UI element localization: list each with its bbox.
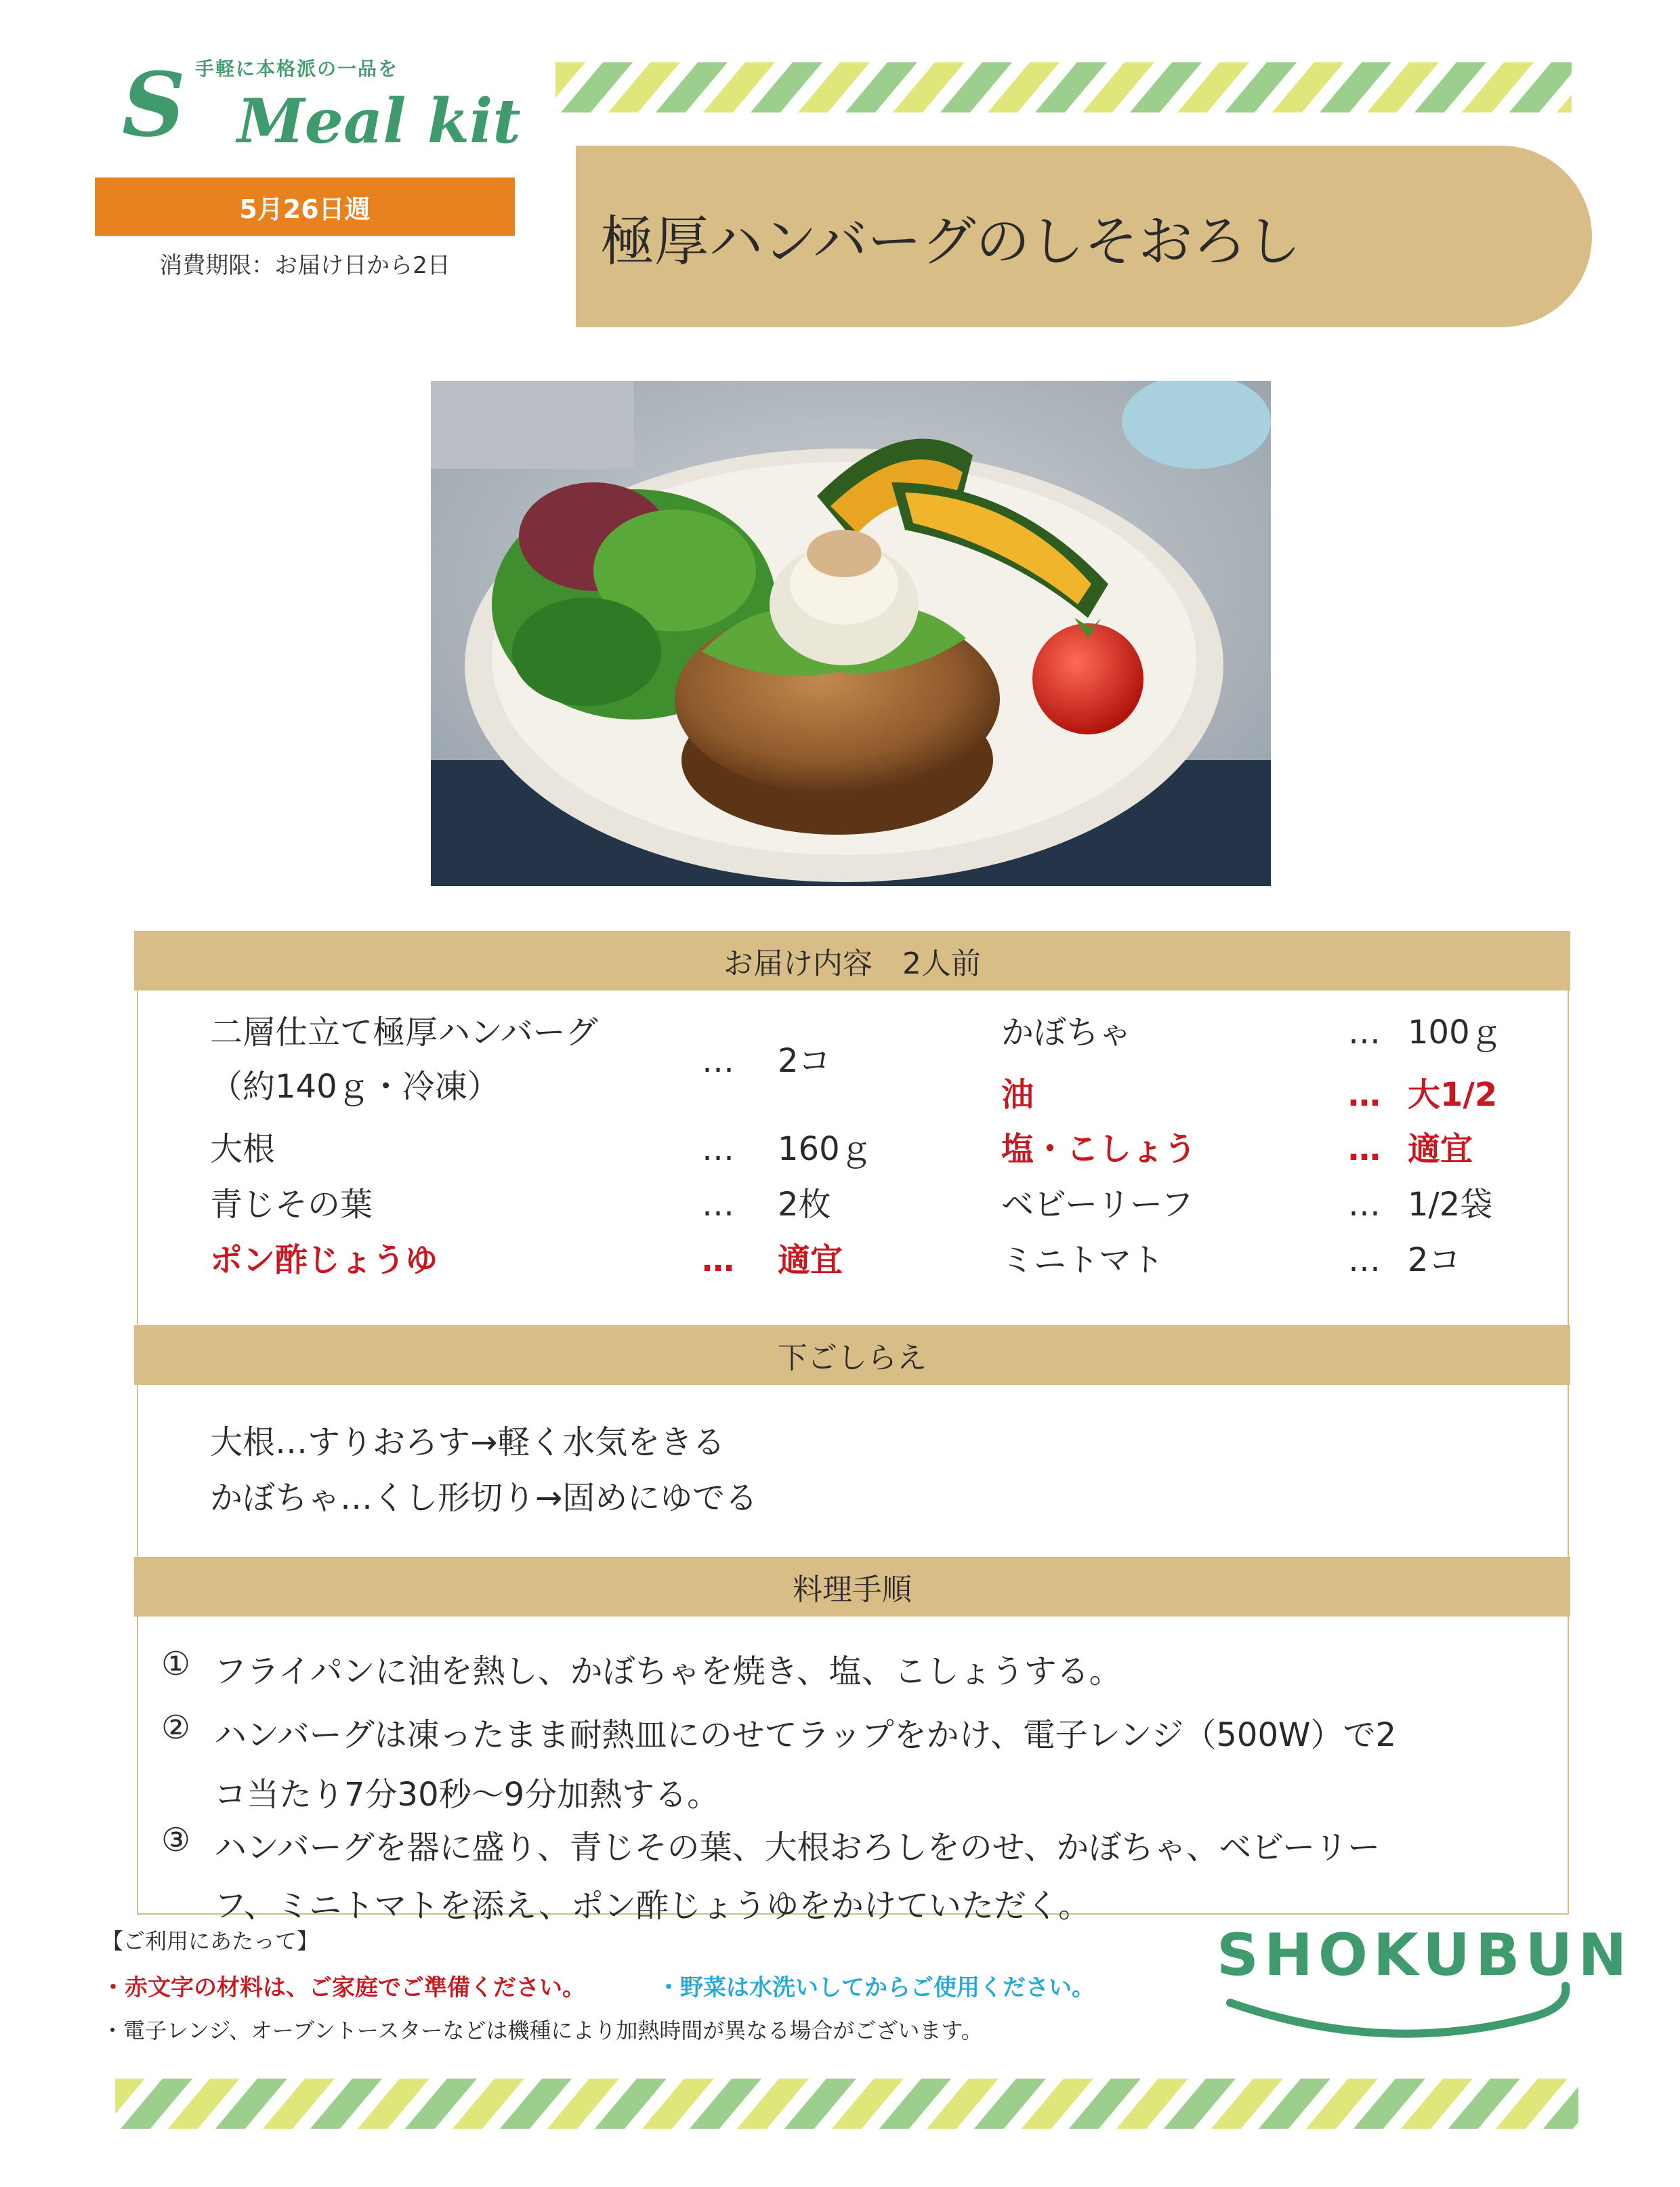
ingredient-name: ミニトマト [1001,1241,1164,1279]
step-text: ハンバーグは凍ったまま耐熱皿にのせてラップをかけ、電子レンジ（500W）で2 [214,1716,1396,1754]
prep-header: 下ごしらえ [134,1325,1570,1385]
ingredient-name-note: （約140ｇ・冷凍） [210,1068,500,1106]
step-number: ① [161,1645,191,1683]
ingredient-dots: … [1348,1241,1381,1279]
logo-name: Meal kit [237,85,521,157]
step-text: コ当たり7分30秒～9分加熱する。 [214,1776,720,1814]
ingredient-dots: … [1348,1186,1381,1224]
ingredient-qty: 2枚 [778,1186,831,1224]
recipe-title: 極厚ハンバーグのしそおろし [600,209,1301,273]
shokubun-logo [1217,1921,1633,2057]
ingredient-name-home: 油 [1001,1076,1034,1114]
ingredient-name: かぼちゃ [1001,1014,1132,1051]
ingredient-dots: … [702,1042,734,1080]
expiry-text: 消費期限：お届け日から2日 [159,252,450,279]
dish-photo [431,381,1271,886]
ingredient-qty: 適宜 [1408,1130,1473,1168]
ingredient-dots: … [702,1130,734,1168]
step-text: ハンバーグを器に盛り、青じその葉、大根おろしをのせ、かぼちゃ、ベビーリー [214,1829,1381,1867]
ingredient-name: 青じその葉 [210,1186,373,1224]
meal-kit-logo [122,47,521,163]
ingredient-dots: … [702,1186,734,1224]
ingredient-dots: … [1348,1076,1381,1114]
ingredient-name-home: ポン酢じょうゆ [210,1241,438,1279]
dish-illustration [431,381,1271,886]
top-stripe-svg [555,62,1572,112]
blue-note: ・野菜は水洗いしてからご使用ください。 [657,1974,1095,2001]
prep-line: かぼちゃ…くし形切り→固めにゆでる [210,1479,758,1517]
brand-swoosh [1217,1921,1582,2057]
ingredient-qty: 100ｇ [1408,1014,1503,1051]
ingredient-qty: 1/2袋 [1408,1186,1493,1224]
step-text: フライパンに油を熱し、かぼちゃを焼き、塩、こしょうする。 [214,1652,1122,1690]
step-number: ③ [161,1821,191,1859]
brand-name: SHOKUBUN [1217,1921,1633,1989]
ingredient-qty: 2コ [1408,1241,1461,1279]
ingredients-header: お届け内容 2人前 [134,931,1570,991]
top-stripe-band [555,62,1572,112]
ingredient-name: 大根 [210,1130,276,1168]
bottom-stripe-svg [115,2079,1578,2129]
general-note: ・電子レンジ、オーブントースターなどは機種により加熱時間が異なる場合がございます。 [102,2018,983,2043]
ingredient-name: 二層仕立て極厚ハンバーグ [210,1014,598,1051]
ingredient-dots: … [1348,1014,1381,1051]
ingredient-name: ベビーリーフ [1001,1186,1194,1224]
logo-letter: S [122,53,186,157]
prep-line: 大根…すりおろす→軽く水気をきる [210,1423,726,1461]
red-note: ・赤文字の材料は、ご家庭でご準備ください。 [102,1974,585,2001]
ingredient-dots: … [1348,1130,1381,1168]
week-badge: 5月26日週 [95,178,515,236]
step-text: フ、ミニトマトを添え、ポン酢じょうゆをかけていただく。 [214,1887,1091,1925]
notes-heading: 【ご利用にあたって】 [102,1928,319,1954]
ingredient-qty: 2コ [778,1042,831,1080]
ingredient-dots: … [702,1241,734,1279]
logo-tagline: 手軽に本格派の一品を [195,58,399,80]
ingredient-qty: 適宜 [778,1241,843,1279]
ingredient-qty: 大1/2 [1408,1076,1498,1114]
bottom-stripe-band [115,2079,1578,2129]
title-banner [576,146,1592,327]
steps-header: 料理手順 [134,1557,1570,1617]
ingredient-name-home: 塩・こしょう [1001,1130,1197,1168]
step-number: ② [161,1709,191,1747]
ingredient-qty: 160ｇ [778,1130,873,1168]
